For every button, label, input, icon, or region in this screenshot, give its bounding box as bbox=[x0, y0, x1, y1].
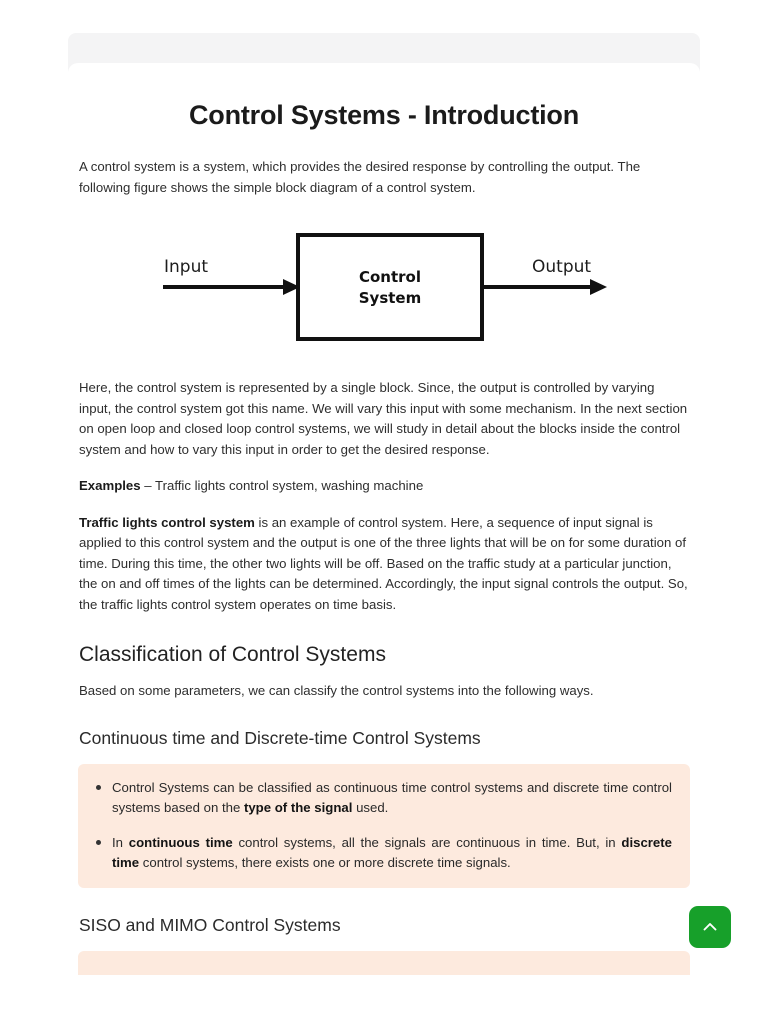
scroll-to-top-button[interactable] bbox=[689, 906, 731, 948]
bullet-part1: In bbox=[112, 834, 129, 850]
list-item bbox=[112, 778, 672, 819]
traffic-lights-bold: Traffic lights control system bbox=[79, 514, 255, 530]
siso-mimo-callout bbox=[78, 951, 690, 975]
classification-heading: Classification of Control Systems bbox=[79, 643, 386, 667]
block-label-line2: System bbox=[358, 289, 422, 308]
continuous-discrete-list bbox=[88, 778, 672, 874]
examples-label: Examples bbox=[79, 478, 141, 494]
bullet-part2: used. bbox=[352, 800, 389, 816]
traffic-lights-paragraph bbox=[78, 513, 690, 616]
traffic-lights-rest: is an example of control system. Here, a sequence of input signal is applied to this control system and the output is one of the three lights that will be on for some duration of time. During this time, the other two lights will be off. Based on the traffic study at a particular junction, the on and off times of the lights can be determined. Accordingly, the input signal controls the output. So, the traffic lights control system operates on time basis. bbox=[79, 514, 688, 612]
article-content bbox=[68, 63, 700, 975]
bullet-bold2: discrete time bbox=[112, 834, 672, 871]
paragraph-after-figure: Here, the control system is represented by a single block. Since, the output is controlled by varying input, the control system got this name. We will vary this input with some mechanism. In the next section on open loop and closed loop control systems, we will study in detail about the blocks inside the control system and how to vary this input in order to get the desired response. bbox=[79, 380, 688, 457]
control-system-block-diagram bbox=[78, 220, 690, 360]
article-card bbox=[68, 63, 700, 975]
input-label: Input bbox=[164, 257, 209, 278]
bullet-part3: control systems, there exists one or more discrete time signals. bbox=[139, 855, 511, 871]
bullet-part2: control systems, all the signals are continuous in time. But, in bbox=[232, 834, 622, 850]
page-title: Control Systems - Introduction bbox=[188, 100, 579, 130]
block-diagram-figure bbox=[78, 220, 690, 360]
output-label: Output bbox=[532, 257, 592, 278]
bullet-icon bbox=[96, 840, 101, 845]
list-item bbox=[112, 833, 672, 874]
output-arrow-head bbox=[590, 279, 607, 295]
chevron-up-icon bbox=[700, 917, 720, 937]
bullet-icon bbox=[96, 785, 101, 790]
classification-paragraph: Based on some parameters, we can classify the control systems into the following ways. bbox=[79, 682, 594, 698]
examples-text: Traffic lights control system, washing machine bbox=[155, 478, 424, 494]
intro-paragraph: A control system is a system, which provides the desired response by controlling the output. The following figure shows the simple block diagram of a control system. bbox=[79, 159, 641, 195]
bullet-bold1: type of the signal bbox=[243, 800, 353, 816]
block-label-line1: Control bbox=[358, 268, 422, 287]
continuous-discrete-heading: Continuous time and Discrete-time Control Systems bbox=[79, 728, 481, 749]
bullet-part1: Control Systems can be classified as continuous time control systems and discrete time control systems based on the bbox=[112, 779, 672, 816]
examples-separator: – bbox=[140, 478, 156, 494]
examples-paragraph bbox=[78, 476, 690, 497]
siso-mimo-heading: SISO and MIMO Control Systems bbox=[79, 914, 341, 935]
continuous-discrete-callout bbox=[78, 764, 690, 888]
bullet-bold1: continuous time bbox=[128, 834, 233, 850]
control-system-block bbox=[298, 235, 482, 339]
